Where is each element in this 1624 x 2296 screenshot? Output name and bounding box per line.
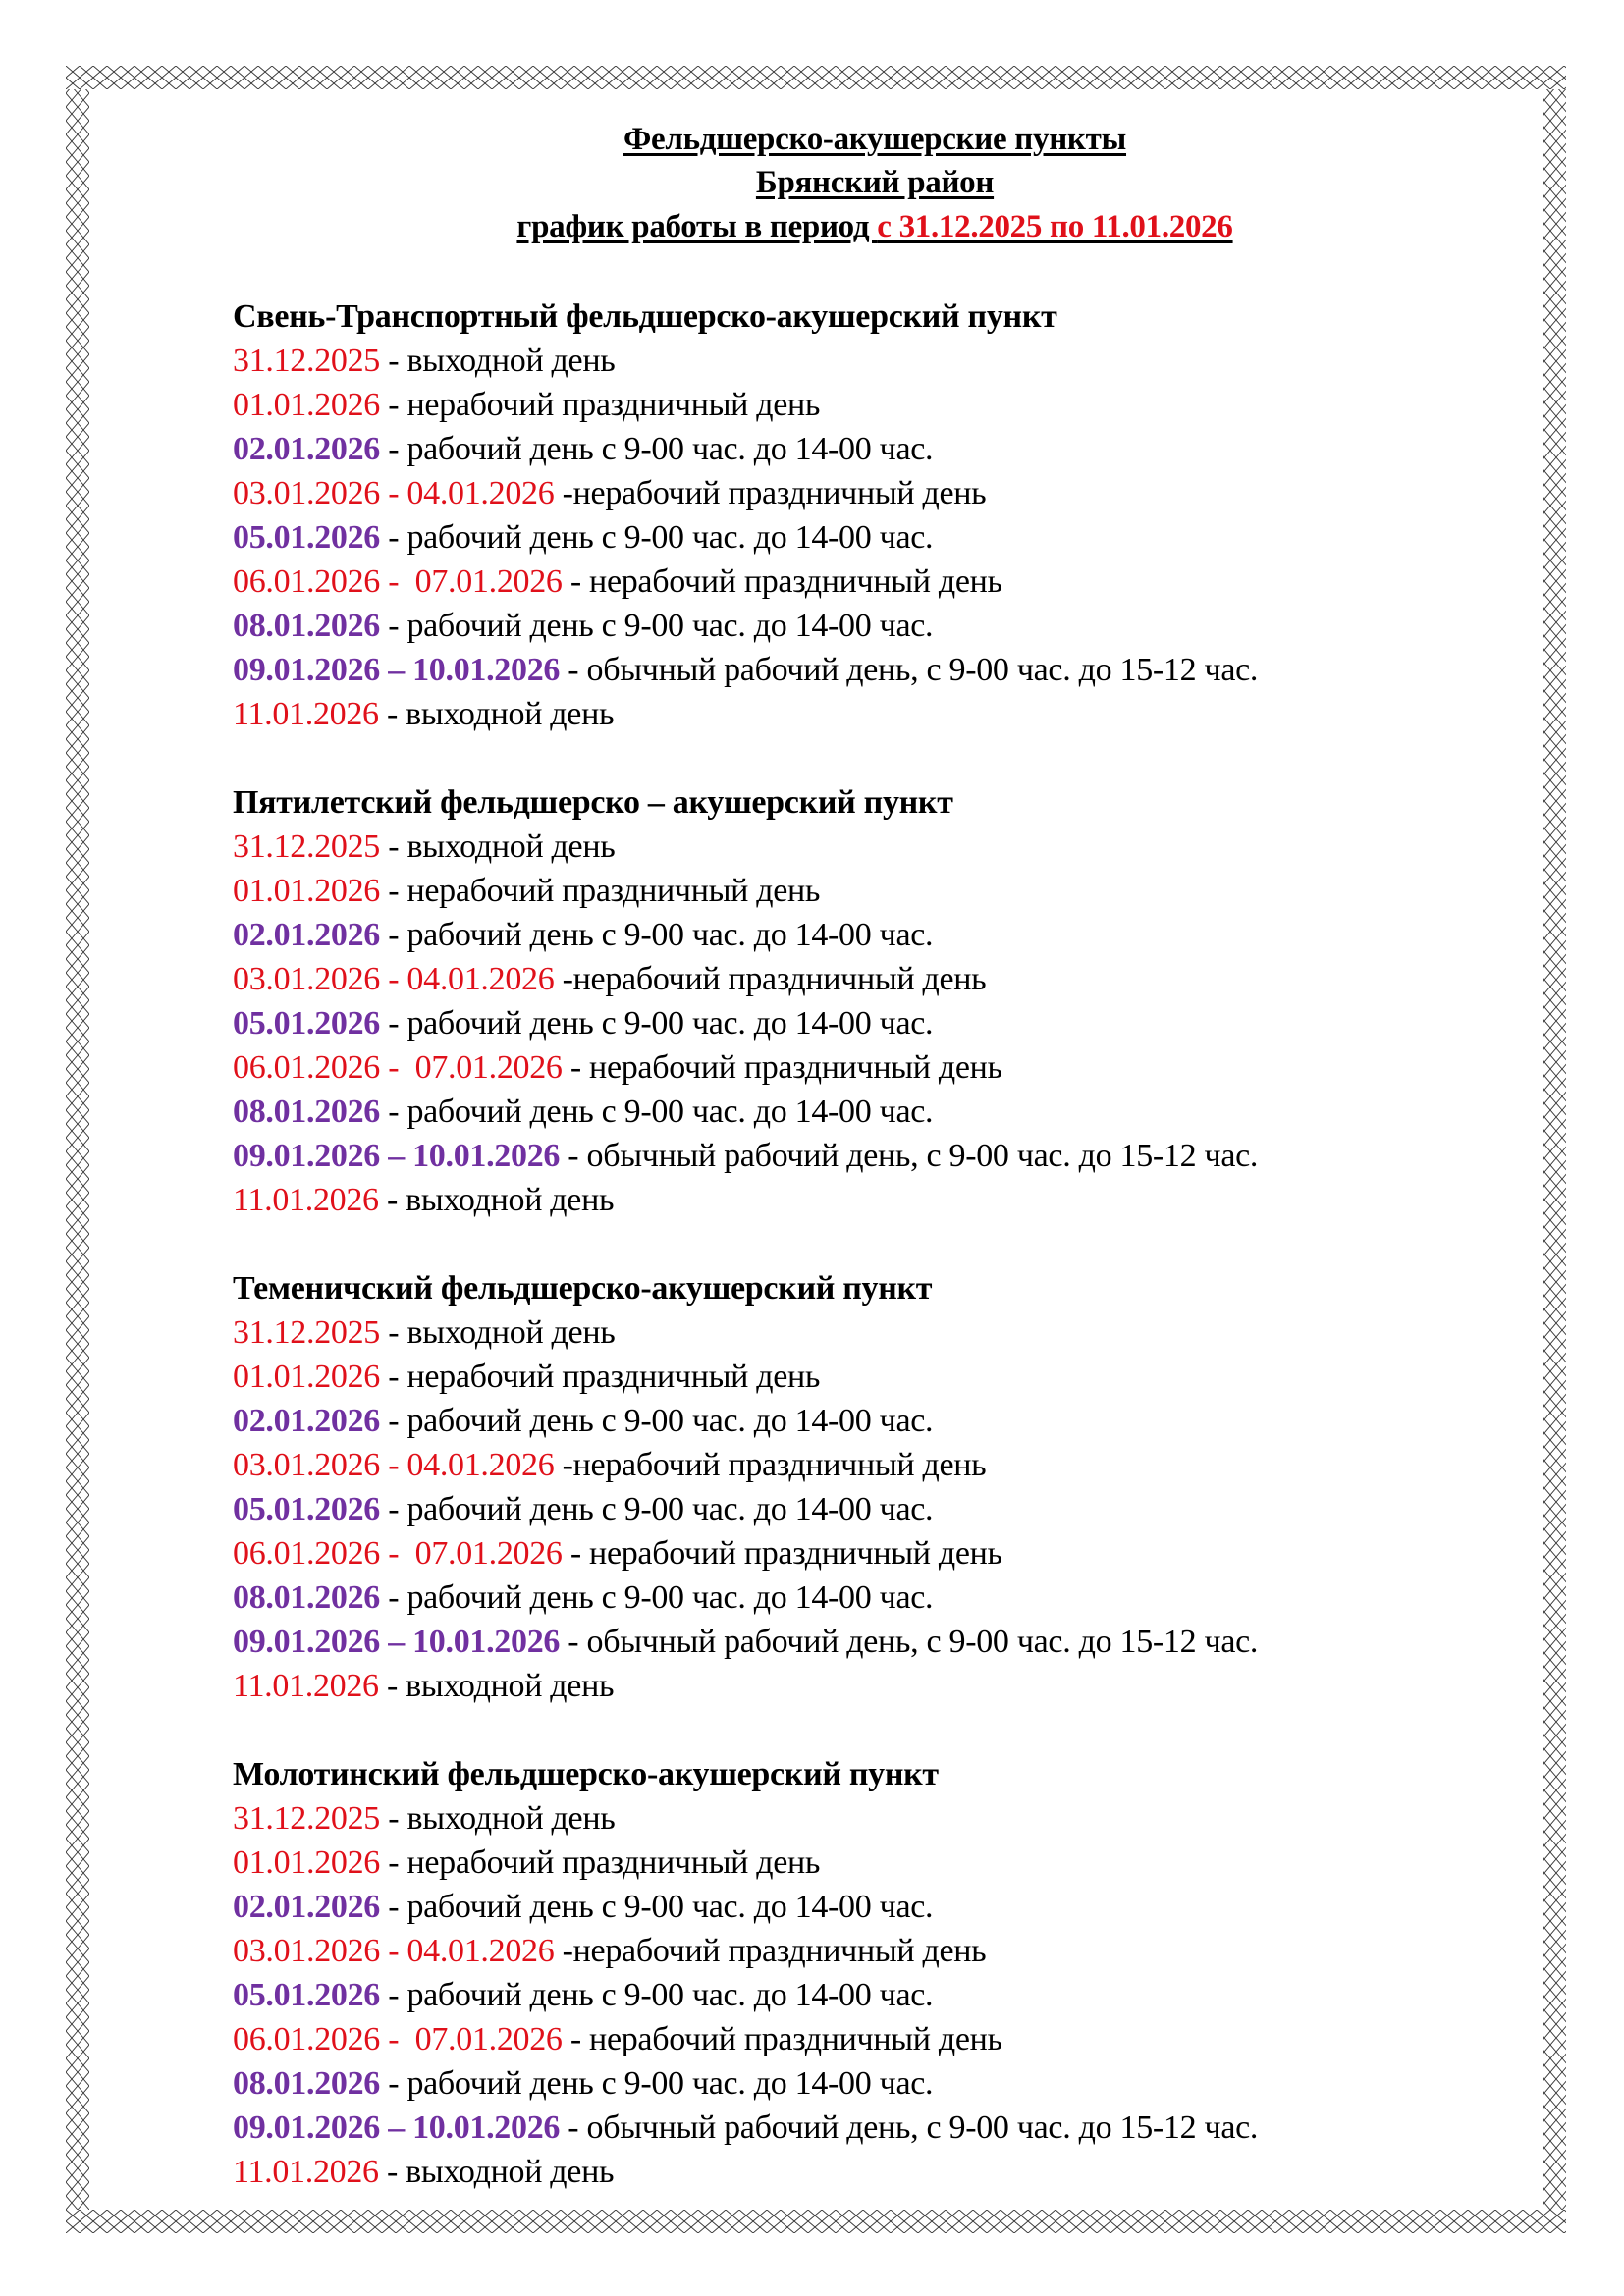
schedule-row [233,825,1539,869]
period-prefix: график работы в период [516,209,878,244]
schedule-description: - выходной день [378,1182,615,1218]
schedule-row [233,1929,1539,1973]
schedule-row [233,1134,1539,1178]
schedule-description: - рабочий день с 9-00 час. до 14-00 час. [380,1005,934,1041]
schedule-date: 31.12.2025 [233,1314,381,1351]
schedule-date: 05.01.2026 [233,519,381,556]
schedule-row [233,515,1539,560]
schedule-row [233,1355,1539,1399]
schedule-date: 06.01.2026 - 07.01.2026 [233,2021,563,2057]
schedule-description: - рабочий день с 9-00 час. до 14-00 час. [380,2065,934,2102]
schedule-row [233,913,1539,957]
schedule-row [233,1045,1539,1090]
schedule-date: 02.01.2026 [233,431,381,467]
schedule-description: - нерабочий праздничный день [562,2021,1002,2057]
schedule-date: 31.12.2025 [233,1800,381,1837]
schedule-row [233,869,1539,913]
schedule-date: 11.01.2026 [233,1182,379,1218]
schedule-date: 06.01.2026 - 07.01.2026 [233,1535,563,1572]
period-dates: с 31.12.2025 по 11.01.2026 [877,209,1233,244]
schedule-date: 09.01.2026 – 10.01.2026 [233,652,561,688]
section-title: Пятилетский фельдшерско – акушерский пункт [233,784,953,821]
schedule-date: 05.01.2026 [233,1005,381,1041]
schedule-date: 11.01.2026 [233,2154,379,2190]
schedule-description: -нерабочий праздничный день [554,961,987,997]
schedule-row [233,1620,1539,1664]
schedule-row [233,339,1539,383]
schedule-row [233,1487,1539,1531]
fap-section [233,1266,1539,1708]
schedule-description: -нерабочий праздничный день [554,1933,987,1969]
schedule-row [233,1178,1539,1222]
schedule-description: - обычный рабочий день, с 9-00 час. до 15-12 час. [560,2109,1259,2146]
schedule-row [233,1796,1539,1841]
schedule-date: 01.01.2026 [233,1844,381,1881]
schedule-date: 08.01.2026 [233,608,381,644]
schedule-row [233,2150,1539,2194]
schedule-date: 03.01.2026 - 04.01.2026 [233,1933,555,1969]
schedule-row [233,1310,1539,1355]
schedule-row [233,604,1539,648]
schedule-date: 08.01.2026 [233,2065,381,2102]
schedule-date: 08.01.2026 [233,1579,381,1616]
fap-section [233,780,1539,1222]
schedule-date: 03.01.2026 - 04.01.2026 [233,475,555,511]
schedule-description: - нерабочий праздничный день [562,1049,1002,1086]
schedule-row [233,2061,1539,2106]
schedule-row [233,1885,1539,1929]
schedule-row [233,471,1539,515]
district-title: Брянский район [755,165,995,200]
schedule-description: - выходной день [378,2154,615,2190]
schedule-date: 11.01.2026 [233,696,379,732]
schedule-date: 01.01.2026 [233,873,381,909]
schedule-date: 05.01.2026 [233,1491,381,1527]
schedule-row [233,1531,1539,1575]
schedule-description: - обычный рабочий день, с 9-00 час. до 15-12 час. [560,1624,1259,1660]
schedule-description: - обычный рабочий день, с 9-00 час. до 15-12 час. [560,652,1259,688]
schedule-description: - рабочий день с 9-00 час. до 14-00 час. [380,519,934,556]
schedule-description: - выходной день [378,1668,615,1704]
schedule-row [233,1399,1539,1443]
schedule-date: 01.01.2026 [233,387,381,423]
schedule-description: - рабочий день с 9-00 час. до 14-00 час. [380,608,934,644]
schedule-row [233,1090,1539,1134]
schedule-content [233,294,1539,2238]
period-title [0,209,1624,245]
schedule-description: - рабочий день с 9-00 час. до 14-00 час. [380,917,934,953]
document-title: Фельдшерско-акушерские пункты [623,122,1127,157]
schedule-description: - выходной день [380,343,616,379]
schedule-row [233,1443,1539,1487]
schedule-date: 08.01.2026 [233,1094,381,1130]
schedule-description: - выходной день [380,1314,616,1351]
schedule-description: - рабочий день с 9-00 час. до 14-00 час. [380,1977,934,2013]
schedule-date: 06.01.2026 - 07.01.2026 [233,563,563,600]
schedule-description: - нерабочий праздничный день [380,387,821,423]
schedule-description: - выходной день [378,696,615,732]
section-title: Молотинский фельдшерско-акушерский пункт [233,1756,939,1792]
section-title: Теменичский фельдшерско-акушерский пункт [233,1270,933,1307]
schedule-row [233,957,1539,1001]
schedule-description: - нерабочий праздничный день [562,563,1002,600]
schedule-date: 03.01.2026 - 04.01.2026 [233,1447,555,1483]
schedule-row [233,427,1539,471]
schedule-row [233,560,1539,604]
schedule-date: 09.01.2026 – 10.01.2026 [233,2109,561,2146]
schedule-row [233,383,1539,427]
schedule-date: 02.01.2026 [233,917,381,953]
schedule-description: -нерабочий праздничный день [554,475,987,511]
schedule-row [233,2017,1539,2061]
schedule-description: - рабочий день с 9-00 час. до 14-00 час. [380,431,934,467]
schedule-date: 02.01.2026 [233,1403,381,1439]
schedule-description: - нерабочий праздничный день [562,1535,1002,1572]
schedule-row [233,1664,1539,1708]
schedule-date: 02.01.2026 [233,1889,381,1925]
schedule-row [233,1841,1539,1885]
schedule-date: 09.01.2026 – 10.01.2026 [233,1624,561,1660]
schedule-description: - рабочий день с 9-00 час. до 14-00 час. [380,1579,934,1616]
schedule-date: 09.01.2026 – 10.01.2026 [233,1138,561,1174]
schedule-description: - выходной день [380,1800,616,1837]
schedule-date: 11.01.2026 [233,1668,379,1704]
schedule-description: - рабочий день с 9-00 час. до 14-00 час. [380,1403,934,1439]
schedule-date: 31.12.2025 [233,343,381,379]
schedule-date: 01.01.2026 [233,1359,381,1395]
schedule-date: 05.01.2026 [233,1977,381,2013]
schedule-date: 06.01.2026 - 07.01.2026 [233,1049,563,1086]
schedule-description: - нерабочий праздничный день [380,873,821,909]
schedule-description: - рабочий день с 9-00 час. до 14-00 час. [380,1094,934,1130]
schedule-description: - рабочий день с 9-00 час. до 14-00 час. [380,1889,934,1925]
schedule-description: - нерабочий праздничный день [380,1359,821,1395]
schedule-row [233,692,1539,736]
schedule-row [233,2106,1539,2150]
schedule-date: 03.01.2026 - 04.01.2026 [233,961,555,997]
fap-section [233,1752,1539,2194]
schedule-description: - рабочий день с 9-00 час. до 14-00 час. [380,1491,934,1527]
fap-section [233,294,1539,736]
schedule-row [233,1575,1539,1620]
schedule-row [233,1001,1539,1045]
schedule-description: -нерабочий праздничный день [554,1447,987,1483]
section-title: Свень-Транспортный фельдшерско-акушерский пункт [233,298,1057,335]
schedule-date: 31.12.2025 [233,828,381,865]
schedule-row [233,1973,1539,2017]
schedule-description: - обычный рабочий день, с 9-00 час. до 15-12 час. [560,1138,1259,1174]
schedule-description: - нерабочий праздничный день [380,1844,821,1881]
schedule-description: - выходной день [380,828,616,865]
schedule-row [233,648,1539,692]
